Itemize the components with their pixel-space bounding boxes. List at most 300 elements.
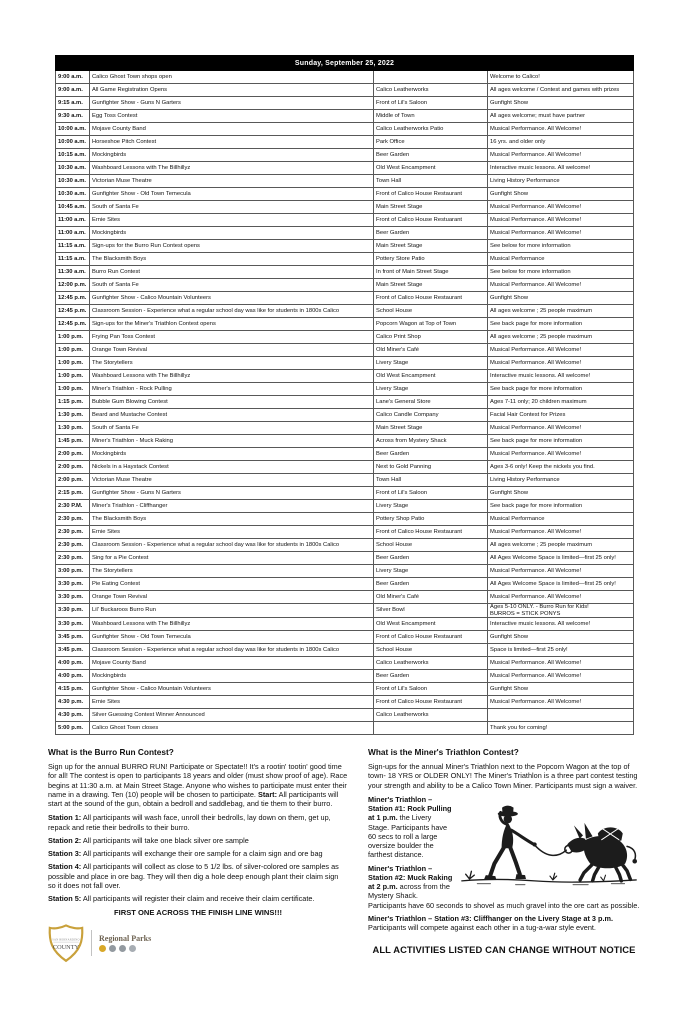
station-label: Station 5: — [48, 894, 82, 904]
location-cell: School House — [374, 305, 488, 318]
location-cell: Calico Leatherworks — [374, 709, 488, 722]
time-cell: 10:45 a.m. — [56, 201, 90, 214]
station-text: All participants will register their claim and receive their claim certificate. — [82, 894, 315, 904]
station-label: Station 3: — [48, 849, 82, 859]
note-cell — [488, 136, 634, 149]
county-logo-top-text: SAN BERNARDINO — [52, 938, 80, 942]
note-line: Musical Performance. All Welcome! — [490, 567, 582, 574]
miners-triathlon-section — [368, 747, 640, 963]
note-line: See back page for more information — [490, 320, 583, 327]
time-cell: 10:30 a.m. — [56, 175, 90, 188]
schedule-row — [56, 526, 634, 539]
time-cell: 12:45 p.m. — [56, 305, 90, 318]
schedule-row — [56, 227, 634, 240]
schedule-row — [56, 618, 634, 631]
location-cell: Front of Calico House Restaurant — [374, 696, 488, 709]
event-cell: Classroom Session - Experience what a regular school day was like for students in 1800s Calico — [90, 539, 374, 552]
event-cell: Calico Ghost Town closes — [90, 722, 374, 735]
location-cell — [374, 722, 488, 735]
note-line: See back page for more information — [490, 502, 583, 509]
event-cell: Ernie Sites — [90, 696, 374, 709]
schedule-row — [56, 565, 634, 578]
burro-section-title: What is the Burro Run Contest? — [48, 747, 174, 757]
note-line: Musical Performance — [490, 255, 545, 262]
schedule-row — [56, 175, 634, 188]
location-cell: Calico Candle Company — [374, 409, 488, 422]
event-cell: Mockingbirds — [90, 670, 374, 683]
time-cell: 10:30 a.m. — [56, 188, 90, 201]
time-cell: 11:15 a.m. — [56, 253, 90, 266]
station-label: Miner's Triathlon – Station #2: Muck Raking at 2 p.m. — [368, 863, 453, 892]
note-cell — [488, 670, 634, 683]
station-label: Station 1: — [48, 813, 82, 823]
note-cell — [488, 149, 634, 162]
note-cell — [488, 604, 634, 618]
time-cell: 2:00 p.m. — [56, 461, 90, 474]
note-cell — [488, 110, 634, 123]
location-cell: School House — [374, 644, 488, 657]
schedule-row — [56, 474, 634, 487]
note-line: Ages 7-11 only; 20 children maximum — [490, 398, 587, 405]
note-line: All ages welcome ; 25 people maximum — [490, 307, 593, 314]
location-cell: Beer Garden — [374, 448, 488, 461]
event-cell: The Blacksmith Boys — [90, 513, 374, 526]
note-line: Musical Performance. All Welcome! — [490, 672, 582, 679]
event-cell: All Game Registration Opens — [90, 84, 374, 97]
event-cell: Victorian Muse Theatre — [90, 175, 374, 188]
schedule-row — [56, 591, 634, 604]
facebook-icon — [109, 945, 116, 952]
social-icons — [99, 945, 151, 952]
location-cell: Main Street Stage — [374, 201, 488, 214]
note-cell — [488, 409, 634, 422]
location-cell: Front of Calico House Restaurant — [374, 188, 488, 201]
time-cell: 3:00 p.m. — [56, 565, 90, 578]
event-cell: Miner's Triathlon - Rock Pulling — [90, 383, 374, 396]
schedule-row — [56, 578, 634, 591]
location-cell: Front of Lil's Saloon — [374, 97, 488, 110]
note-cell — [488, 162, 634, 175]
time-cell: 3:30 p.m. — [56, 604, 90, 618]
note-cell — [488, 318, 634, 331]
event-cell: Mojave County Band — [90, 123, 374, 136]
station-text: across from the Mystery Shack. Participants have 60 seconds to shovel as much gravel into the ore cart as possible. — [368, 882, 640, 910]
event-cell: Mockingbirds — [90, 149, 374, 162]
time-cell: 1:15 p.m. — [56, 396, 90, 409]
location-cell: Calico Leatherworks — [374, 657, 488, 670]
event-cell: South of Santa Fe — [90, 201, 374, 214]
location-cell: Front of Calico House Restuarant — [374, 214, 488, 227]
note-cell — [488, 618, 634, 631]
event-cell: Classroom Session - Experience what a regular school day was like for students in 1800s Calico — [90, 644, 374, 657]
time-cell: 1:30 p.m. — [56, 409, 90, 422]
time-cell: 11:15 a.m. — [56, 240, 90, 253]
event-cell: Sign-ups for the Miner's Triathlon Contest opens — [90, 318, 374, 331]
note-line: Musical Performance. All Welcome! — [490, 528, 582, 535]
location-cell: Lane's General Store — [374, 396, 488, 409]
note-line: Musical Performance. All Welcome! — [490, 359, 582, 366]
event-cell: Gunfighter Show - Old Town Temecula — [90, 631, 374, 644]
time-cell: 3:30 p.m. — [56, 591, 90, 604]
schedule-row — [56, 500, 634, 513]
note-cell — [488, 84, 634, 97]
logo-department-block — [99, 934, 151, 952]
schedule-row — [56, 604, 634, 618]
parks-icon — [99, 945, 106, 952]
event-cell: Calico Ghost Town shops open — [90, 71, 374, 84]
station-text: All participants will collect as close to 5 1/2 lbs. of silver-colored ore samples as possible and place in ore bag. They will then dig a hole deep enough plant their claim sign so it does not fall over. — [48, 862, 339, 890]
schedule-row — [56, 357, 634, 370]
date-header: Sunday, September 25, 2022 — [56, 56, 634, 71]
schedule-row — [56, 513, 634, 526]
time-cell: 5:00 p.m. — [56, 722, 90, 735]
note-line: Living History Performance — [490, 476, 560, 483]
event-cell: South of Santa Fe — [90, 422, 374, 435]
schedule-row — [56, 657, 634, 670]
note-line: All ages welcome / Contest and games with prizes — [490, 86, 620, 93]
event-cell: Mockingbirds — [90, 227, 374, 240]
schedule-row — [56, 97, 634, 110]
time-cell: 2:00 p.m. — [56, 474, 90, 487]
time-cell: 12:45 p.m. — [56, 318, 90, 331]
schedule-row — [56, 279, 634, 292]
burro-station-item — [48, 849, 348, 858]
note-line: Welcome to Calico! — [490, 73, 540, 80]
time-cell: 3:30 p.m. — [56, 618, 90, 631]
event-cell: Classroom Session - Experience what a regular school day was like for students in 1800s Calico — [90, 305, 374, 318]
note-line: Facial Hair Contest for Prizes — [490, 411, 566, 418]
location-cell: Calico Print Shop — [374, 331, 488, 344]
note-cell — [488, 500, 634, 513]
event-cell: Washboard Lessons with The Billhillyz — [90, 370, 374, 383]
location-cell: Livery Stage — [374, 383, 488, 396]
schedule-row — [56, 539, 634, 552]
location-cell: In front of Main Street Stage — [374, 266, 488, 279]
location-cell: Old West Encampment — [374, 370, 488, 383]
burro-station-item — [48, 862, 348, 890]
location-cell: Town Hall — [374, 175, 488, 188]
time-cell: 4:00 p.m. — [56, 670, 90, 683]
station-label: Miner's Triathlon – Station #1: Rock Pulling at 1 p.m. — [368, 794, 452, 823]
schedule-row — [56, 409, 634, 422]
note-cell — [488, 188, 634, 201]
schedule-row — [56, 266, 634, 279]
time-cell: 2:00 p.m. — [56, 448, 90, 461]
location-cell: Beer Garden — [374, 149, 488, 162]
station-text: All participants will wash face, unroll their bedrolls, lay down on them, get up, repack and retie their bedrolls to their burro. — [48, 813, 331, 832]
note-cell — [488, 383, 634, 396]
event-cell: Silver Guessing Contest Winner Announced — [90, 709, 374, 722]
note-line: Musical Performance. All Welcome! — [490, 281, 582, 288]
note-line: Living History Performance — [490, 177, 560, 184]
note-cell — [488, 123, 634, 136]
location-cell: Beer Garden — [374, 578, 488, 591]
note-cell — [488, 344, 634, 357]
schedule-row — [56, 383, 634, 396]
note-line: Musical Performance. All Welcome! — [490, 424, 582, 431]
note-line: Gunfight Show — [490, 99, 529, 106]
location-cell: Old West Encampment — [374, 162, 488, 175]
note-line: Musical Performance. All Welcome! — [490, 229, 582, 236]
note-cell — [488, 513, 634, 526]
schedule-body — [56, 71, 634, 735]
time-cell: 1:00 p.m. — [56, 344, 90, 357]
time-cell: 11:00 a.m. — [56, 227, 90, 240]
schedule-row — [56, 696, 634, 709]
time-cell: 1:00 p.m. — [56, 357, 90, 370]
time-cell: 1:00 p.m. — [56, 370, 90, 383]
regional-parks-label: Regional Parks — [99, 934, 152, 944]
schedule-row — [56, 344, 634, 357]
station-text: Participants will compete against each other in a tug-a-war style event. — [368, 923, 596, 933]
event-cell: Horseshoe Pitch Contest — [90, 136, 374, 149]
note-line: Gunfight Show — [490, 294, 529, 301]
schedule-row — [56, 318, 634, 331]
time-cell: 2:30 P.M. — [56, 500, 90, 513]
schedule-row — [56, 670, 634, 683]
note-cell — [488, 292, 634, 305]
event-cell: Washboard Lessons with The Billhillyz — [90, 162, 374, 175]
event-cell: Sign-ups for the Burro Run Contest opens — [90, 240, 374, 253]
event-cell: Miner's Triathlon - Muck Raking — [90, 435, 374, 448]
note-cell — [488, 461, 634, 474]
note-line: Space is limited—first 25 only! — [490, 646, 568, 653]
schedule-row — [56, 331, 634, 344]
schedule-row — [56, 201, 634, 214]
note-cell — [488, 97, 634, 110]
event-cell: Bubble Gum Blowing Contest — [90, 396, 374, 409]
schedule-row — [56, 396, 634, 409]
schedule-row — [56, 253, 634, 266]
station-text: All participants will exchange their ore sample for a claim sign and ore bag — [82, 849, 323, 859]
note-line: All ages welcome; must have partner — [490, 112, 586, 119]
note-cell — [488, 175, 634, 188]
note-line: Thank you for coming! — [490, 724, 548, 731]
time-cell: 1:00 p.m. — [56, 331, 90, 344]
change-notice: ALL ACTIVITIES LISTED CAN CHANGE WITHOUT NOTICE — [372, 943, 636, 955]
event-cell: Washboard Lessons with The Billhillyz — [90, 618, 374, 631]
event-cell: Gunfighter Show - Guns N Garters — [90, 97, 374, 110]
note-cell — [488, 279, 634, 292]
county-logo — [48, 923, 348, 963]
time-cell: 2:30 p.m. — [56, 552, 90, 565]
note-line: See back page for more information — [490, 385, 583, 392]
note-line: Musical Performance. All Welcome! — [490, 698, 582, 705]
location-cell: Front of Calico House Restaurant — [374, 292, 488, 305]
note-cell — [488, 683, 634, 696]
note-cell — [488, 422, 634, 435]
note-cell — [488, 396, 634, 409]
county-logo-main-text: COUNTY — [52, 944, 80, 952]
station-label: Station 4: — [48, 862, 82, 872]
note-line: Gunfight Show — [490, 633, 529, 640]
location-cell: Main Street Stage — [374, 279, 488, 292]
time-cell: 11:00 a.m. — [56, 214, 90, 227]
event-cell: Gunfighter Show - Old Town Temecula — [90, 188, 374, 201]
event-cell: South of Santa Fe — [90, 279, 374, 292]
location-cell: Front of Lil's Saloon — [374, 683, 488, 696]
note-line: Interactive music lessons. All welcome! — [490, 372, 591, 379]
schedule-row — [56, 448, 634, 461]
schedule-table-container — [55, 55, 633, 735]
burro-run-section — [48, 747, 348, 963]
location-cell: Livery Stage — [374, 500, 488, 513]
location-cell: Main Street Stage — [374, 422, 488, 435]
location-cell: Silver Bowl — [374, 604, 488, 618]
county-arrowhead-icon — [48, 923, 84, 963]
note-cell — [488, 696, 634, 709]
note-cell — [488, 266, 634, 279]
location-cell: Beer Garden — [374, 670, 488, 683]
note-line: 16 yrs. and older only — [490, 138, 546, 145]
event-cell: Victorian Muse Theatre — [90, 474, 374, 487]
note-cell — [488, 631, 634, 644]
note-cell — [488, 552, 634, 565]
event-cell: Ernie Sites — [90, 214, 374, 227]
time-cell: 10:15 a.m. — [56, 149, 90, 162]
note-line: Musical Performance. All Welcome! — [490, 346, 582, 353]
burro-stations-list — [48, 813, 348, 903]
note-cell — [488, 539, 634, 552]
schedule-row — [56, 487, 634, 500]
time-cell: 1:00 p.m. — [56, 383, 90, 396]
station-label: Miner's Triathlon – Station #3: Cliffhanger on the Livery Stage at 3 p.m. — [368, 913, 614, 923]
event-cell: Pie Eating Contest — [90, 578, 374, 591]
time-cell: 12:00 p.m. — [56, 279, 90, 292]
schedule-row — [56, 123, 634, 136]
location-cell: Livery Stage — [374, 565, 488, 578]
note-cell — [488, 370, 634, 383]
schedule-row — [56, 71, 634, 84]
station-label: Station 2: — [48, 835, 82, 845]
schedule-row — [56, 214, 634, 227]
schedule-row — [56, 552, 634, 565]
event-cell: Gunfighter Show - Calico Mountain Volunteers — [90, 292, 374, 305]
note-cell — [488, 474, 634, 487]
time-cell: 10:30 a.m. — [56, 162, 90, 175]
time-cell: 3:30 p.m. — [56, 578, 90, 591]
location-cell: Beer Garden — [374, 227, 488, 240]
station-text: the Livery Stage. Participants have 60 secs to roll a large oversize boulder the farthest distance. — [368, 813, 448, 860]
time-cell: 11:30 a.m. — [56, 266, 90, 279]
note-cell — [488, 214, 634, 227]
note-cell — [488, 526, 634, 539]
station-text: All participants will take one black silver ore sample — [82, 835, 249, 845]
event-cell: Mojave County Band — [90, 657, 374, 670]
time-cell: 3:45 p.m. — [56, 644, 90, 657]
note-line: Gunfight Show — [490, 489, 529, 496]
location-cell: Pottery Store Patio — [374, 253, 488, 266]
note-line: Gunfight Show — [490, 685, 529, 692]
note-line: See back page for more information — [490, 437, 583, 444]
location-cell: School House — [374, 539, 488, 552]
schedule-row — [56, 370, 634, 383]
time-cell: 10:00 a.m. — [56, 136, 90, 149]
schedule-row — [56, 84, 634, 97]
schedule-row — [56, 631, 634, 644]
date-header-row — [56, 56, 634, 71]
location-cell: Pottery Shop Patio — [374, 513, 488, 526]
time-cell: 4:00 p.m. — [56, 657, 90, 670]
note-line: All Ages Welcome Space is limited—first 25 only! — [490, 580, 616, 587]
note-line: Musical Performance. All Welcome! — [490, 203, 582, 210]
location-cell: Across from Mystery Shack — [374, 435, 488, 448]
note-cell — [488, 722, 634, 735]
time-cell: 2:30 p.m. — [56, 513, 90, 526]
time-cell: 9:00 a.m. — [56, 71, 90, 84]
event-cell: Egg Toss Contest — [90, 110, 374, 123]
note-cell — [488, 201, 634, 214]
burro-station-item — [48, 894, 348, 903]
location-cell — [374, 71, 488, 84]
time-cell: 10:00 a.m. — [56, 123, 90, 136]
note-line: Interactive music lessons. All welcome! — [490, 164, 591, 171]
time-cell: 4:30 p.m. — [56, 696, 90, 709]
burro-intro-text: Sign up for the annual BURRO RUN! Participate or Spectate!! It's a rootin' tootin' good time for all! The contest is open to participants 18 years and older (must show proof of age). Race begins at 11:30 a.m. at Main Street Stage. Anyone who wishes to participate must enter their name in a drawing. Ten (10) people will be chosen to participate. — [48, 762, 348, 799]
location-cell: Town Hall — [374, 474, 488, 487]
note-line: See below for more information — [490, 242, 571, 249]
location-cell: Old Miner's Café — [374, 591, 488, 604]
time-cell: 1:45 p.m. — [56, 435, 90, 448]
note-line: Ages 3-6 only! Keep the nickels you find. — [490, 463, 595, 470]
instagram-icon — [129, 945, 136, 952]
location-cell: Front of Calico House Restaurant — [374, 631, 488, 644]
note-cell — [488, 709, 634, 722]
location-cell: Old Miner's Café — [374, 344, 488, 357]
note-line-2: BURROS = STICK PONYS — [490, 610, 561, 617]
note-cell — [488, 644, 634, 657]
schedule-row — [56, 422, 634, 435]
time-cell: 4:15 p.m. — [56, 683, 90, 696]
note-cell — [488, 253, 634, 266]
location-cell: Main Street Stage — [374, 240, 488, 253]
note-line: Musical Performance. All Welcome! — [490, 125, 582, 132]
schedule-row — [56, 683, 634, 696]
note-line: All ages welcome ; 25 people maximum — [490, 541, 593, 548]
schedule-row — [56, 435, 634, 448]
time-cell: 9:00 a.m. — [56, 84, 90, 97]
event-cell: Sing for a Pie Contest — [90, 552, 374, 565]
note-cell — [488, 578, 634, 591]
time-cell: 2:30 p.m. — [56, 539, 90, 552]
note-line: All Ages Welcome Space is limited—first 25 only! — [490, 554, 616, 561]
finish-line-text: FIRST ONE ACROSS THE FINISH LINE WINS!!! — [113, 908, 283, 918]
location-cell: Livery Stage — [374, 357, 488, 370]
note-cell — [488, 240, 634, 253]
time-cell: 12:45 p.m. — [56, 292, 90, 305]
schedule-row — [56, 110, 634, 123]
schedule-row — [56, 644, 634, 657]
note-cell — [488, 657, 634, 670]
location-cell: Calico Leatherworks — [374, 84, 488, 97]
note-cell — [488, 357, 634, 370]
location-cell: Middle of Town — [374, 110, 488, 123]
location-cell: Beer Garden — [374, 552, 488, 565]
event-cell: Nickels in a Haystack Contest — [90, 461, 374, 474]
location-cell: Next to Gold Panning — [374, 461, 488, 474]
location-cell: Front of Lil's Saloon — [374, 487, 488, 500]
triathlon-intro: Sign-ups for the annual Miner's Triathlon next to the Popcorn Wagon at the top of town- 18 YRS or OLDER ONLY! The Miner's Triathlon is a three part contest testing your strength and ability to be a Calico Town Miner. Participants must sign a waiver. — [368, 762, 638, 790]
time-cell: 1:30 p.m. — [56, 422, 90, 435]
schedule-table — [55, 55, 634, 735]
event-cell: Orange Town Revival — [90, 344, 374, 357]
note-line: Musical Performance. All Welcome! — [490, 593, 582, 600]
event-cell: Miner's Triathlon - Cliffhanger — [90, 500, 374, 513]
event-cell: Orange Town Revival — [90, 591, 374, 604]
time-cell: 3:45 p.m. — [56, 631, 90, 644]
schedule-row — [56, 709, 634, 722]
location-cell: Park Office — [374, 136, 488, 149]
